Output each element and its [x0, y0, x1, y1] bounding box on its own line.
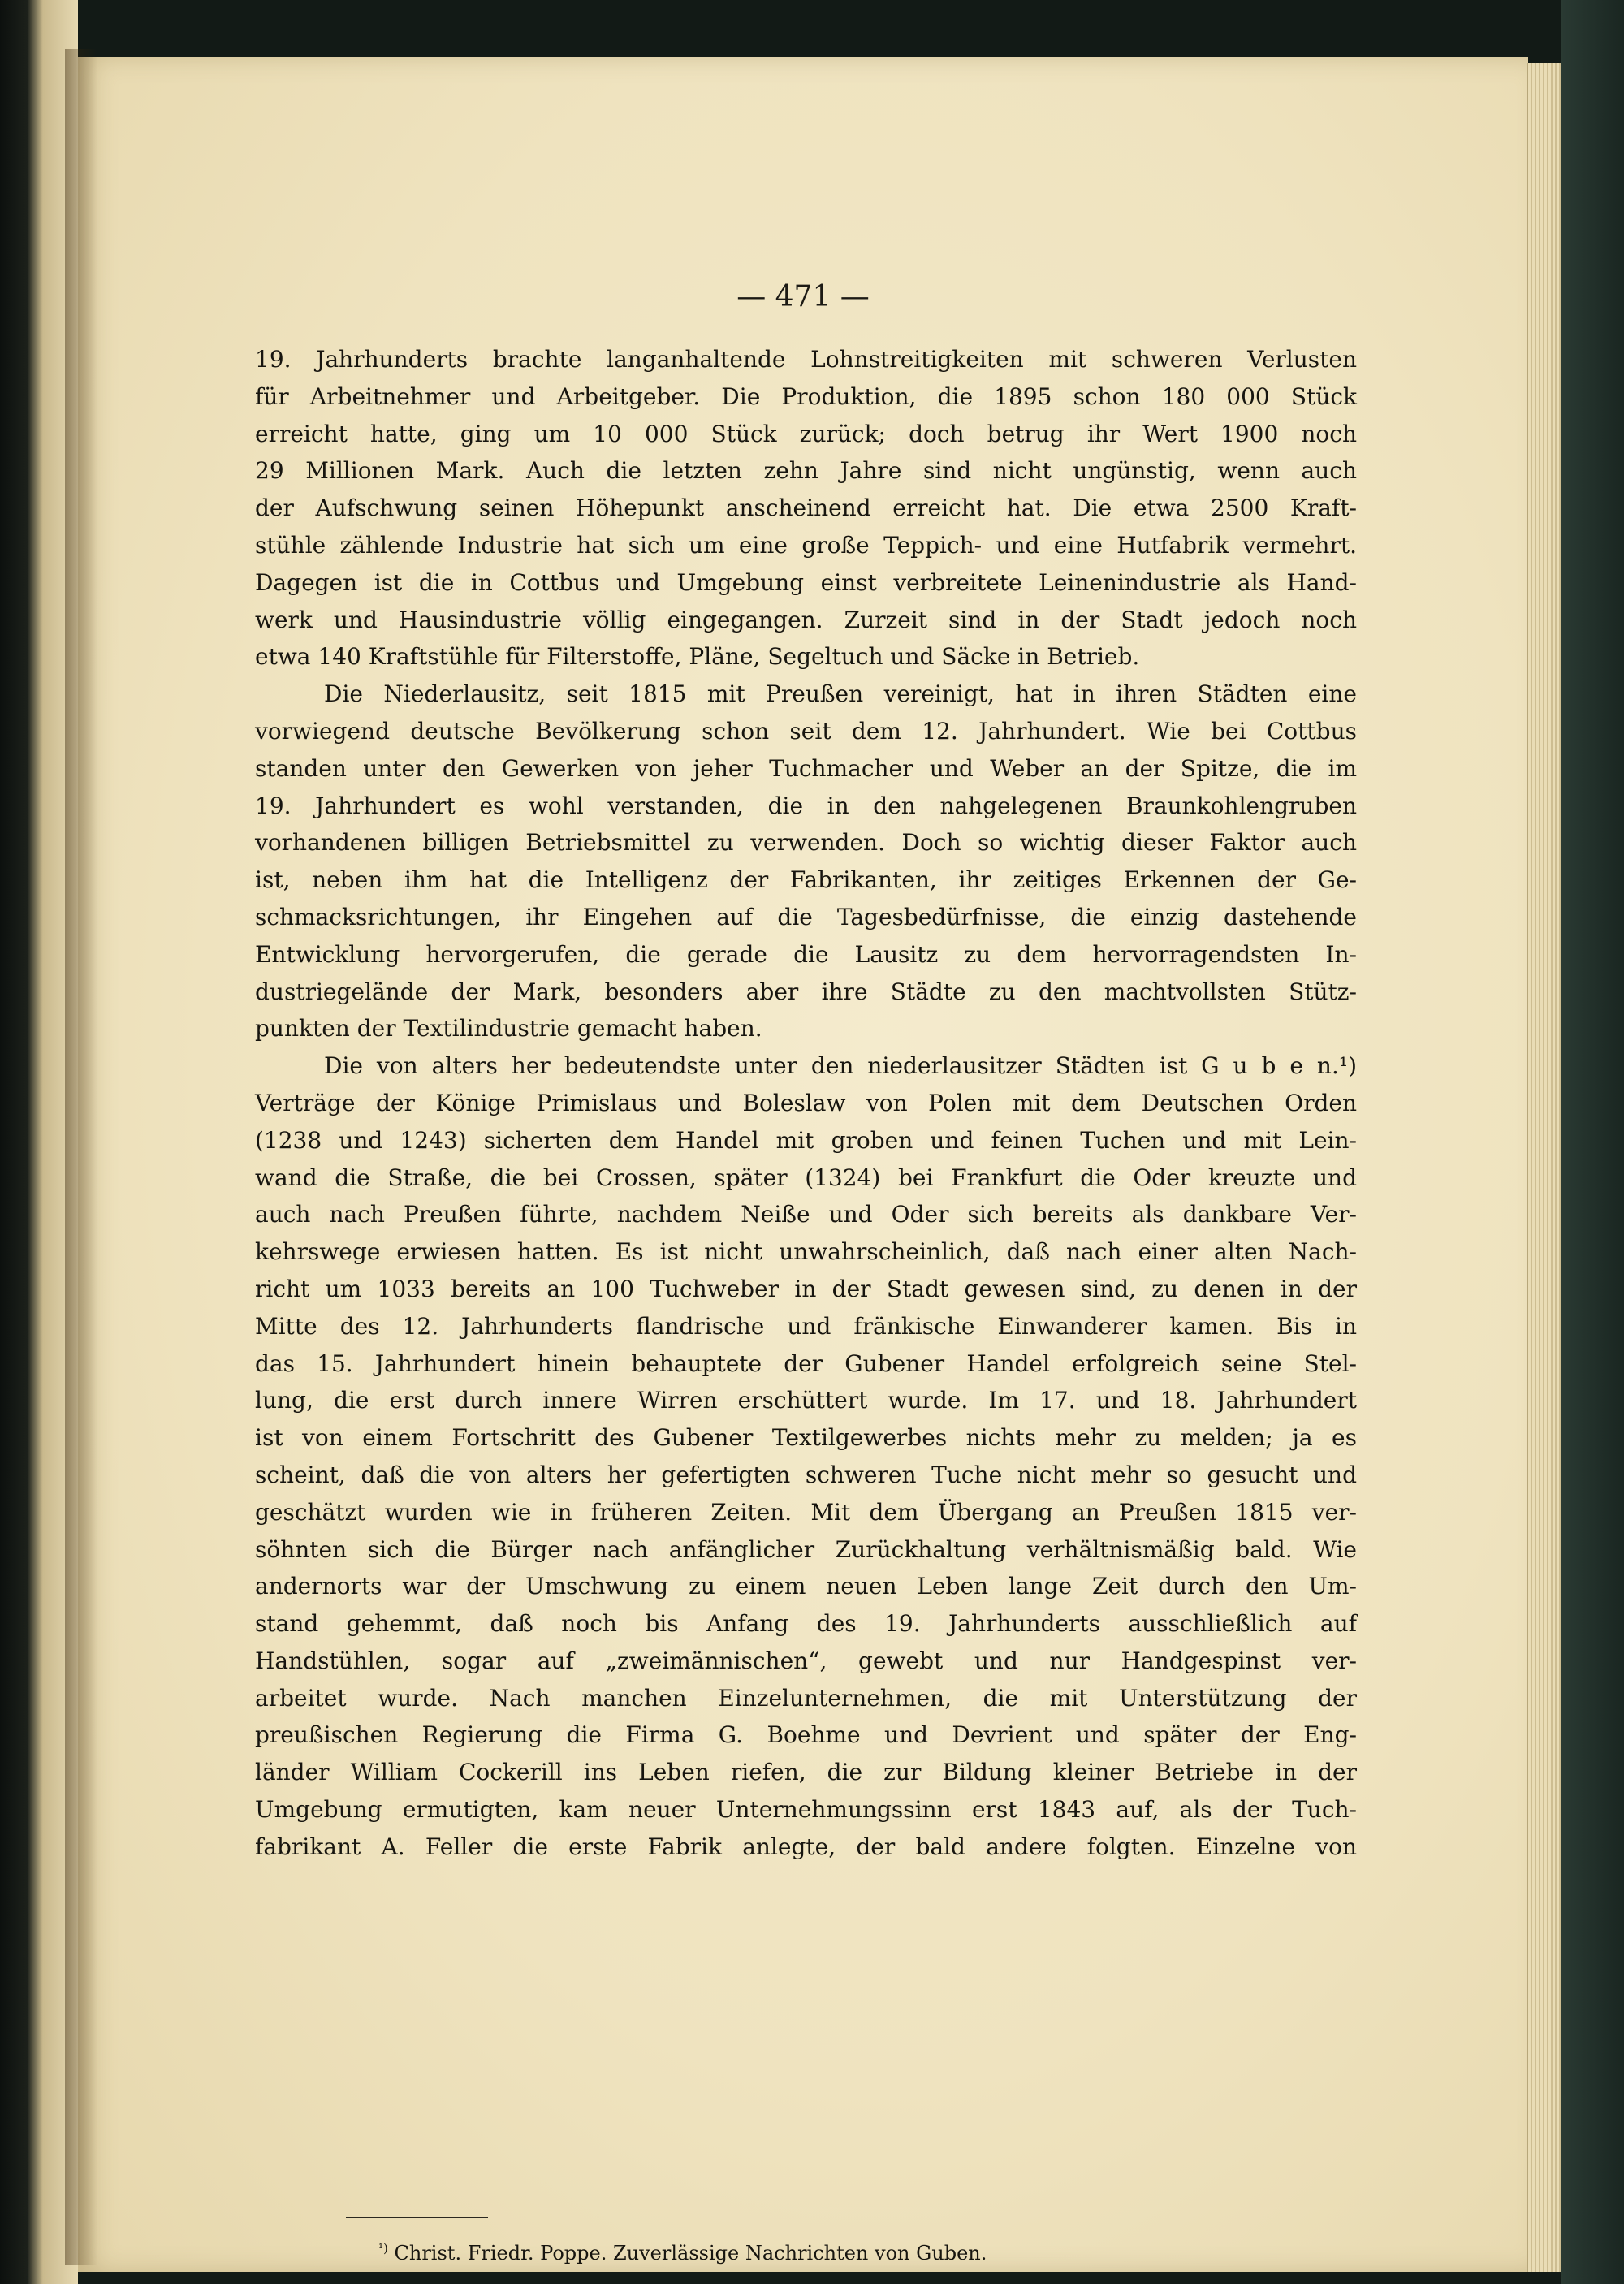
text-line: söhnten sich die Bürger nach anfänglicher Zurückhaltung verhältnismäßig bald. Wie [255, 1535, 1357, 1563]
text-line: andernorts war der Umschwung zu einem neuen Leben lange Zeit durch den Um- [255, 1573, 1357, 1600]
book-page [78, 57, 1528, 2272]
footnote-marker: ¹) [378, 2241, 388, 2256]
text-line: arbeitet wurde. Nach manchen Einzelunternehmen, die mit Unterstützung der [255, 1684, 1357, 1712]
text-line: schmacksrichtungen, ihr Eingehen auf die Tagesbedürfnisse, die einzig dastehende [255, 903, 1357, 930]
text-line: vorhandenen billigen Betriebsmittel zu verwenden. Doch so wichtig dieser Faktor auch [255, 829, 1357, 857]
text-line: stühle zählende Industrie hat sich um eine große Teppich- und eine Hutfabrik vermehrt. [255, 531, 1357, 559]
book-cover-edge [1561, 0, 1624, 2284]
text-line: stand gehemmt, daß noch bis Anfang des 19. Jahrhunderts ausschließlich auf [255, 1610, 1357, 1638]
text-line: richt um 1033 bereits an 100 Tuchweber in der Stadt gewesen sind, zu denen in der [255, 1275, 1357, 1302]
text-line: scheint, daß die von alters her gefertigten schweren Tuche nicht mehr so gesucht und [255, 1461, 1357, 1488]
text-line: Die Niederlausitz, seit 1815 mit Preußen vereinigt, hat in ihren Städten eine [324, 680, 1357, 708]
text-line: länder William Cockerill ins Leben riefen, die zur Bildung kleiner Betriebe in der [255, 1759, 1357, 1786]
text-line: lung, die erst durch innere Wirren erschüttert wurde. Im 17. und 18. Jahrhundert [255, 1387, 1357, 1414]
text-line: punkten der Textilindustrie gemacht haben. [255, 1015, 762, 1043]
text-line: preußischen Regierung die Firma G. Boehme und Devrient und später der Eng- [255, 1721, 1357, 1749]
text-line: (1238 und 1243) sicherten dem Handel mit groben und feinen Tuchen und mit Lein- [255, 1126, 1357, 1154]
text-line: werk und Hausindustrie völlig eingegangen. Zurzeit sind in der Stadt jedoch noch [255, 606, 1357, 633]
text-line: das 15. Jahrhundert hinein behauptete der Gubener Handel erfolgreich seine Stel- [255, 1349, 1357, 1377]
text-line: wand die Straße, die bei Crossen, später (1324) bei Frankfurt die Oder kreuzte und [255, 1164, 1357, 1191]
text-line: der Aufschwung seinen Höhepunkt anscheinend erreicht hat. Die etwa 2500 Kraft- [255, 494, 1357, 522]
text-line: fabrikant A. Feller die erste Fabrik anlegte, der bald andere folgten. Einzelne von [255, 1833, 1357, 1860]
text-line: Mitte des 12. Jahrhunderts flandrische und fränkische Einwanderer kamen. Bis in [255, 1312, 1357, 1340]
text-line: 19. Jahrhundert es wohl verstanden, die in den nahgelegenen Braunkohlengruben [255, 792, 1357, 819]
text-line: auch nach Preußen führte, nachdem Neiße und Oder sich bereits als dankbare Ver- [255, 1201, 1357, 1228]
footnote-rule [346, 2217, 488, 2218]
gutter-shadow [65, 49, 97, 2265]
text-line: 19. Jahrhunderts brachte langanhaltende Lohnstreitigkeiten mit schweren Verlusten [255, 346, 1357, 373]
text-line: ist von einem Fortschritt des Gubener Textilgewerbes nichts mehr zu melden; ja es [255, 1424, 1357, 1452]
text-line: Die von alters her bedeutendste unter den niederlausitzer Städten ist G u b e n.¹) [324, 1052, 1357, 1080]
text-line: kehrswege erwiesen hatten. Es ist nicht unwahrscheinlich, daß nach einer alten Nach- [255, 1238, 1357, 1266]
text-line: Umgebung ermutigten, kam neuer Unternehmungssinn erst 1843 auf, als der Tuch- [255, 1796, 1357, 1824]
text-line: etwa 140 Kraftstühle für Filterstoffe, Pläne, Segeltuch und Säcke in Betrieb. [255, 643, 1140, 671]
text-line: geschätzt wurden wie in früheren Zeiten. Mit dem Übergang an Preußen 1815 ver- [255, 1498, 1357, 1526]
text-line: standen unter den Gewerken von jeher Tuchmacher und Weber an der Spitze, die im [255, 754, 1357, 782]
body-text [255, 341, 1357, 1866]
page-number: — 471 — [736, 280, 870, 313]
text-line: für Arbeitnehmer und Arbeitgeber. Die Produktion, die 1895 schon 180 000 Stück [255, 382, 1357, 410]
page-stack-edge [1527, 63, 1562, 2272]
text-line: Verträge der Könige Primislaus und Boleslaw von Polen mit dem Deutschen Orden [255, 1089, 1357, 1116]
text-line: Entwicklung hervorgerufen, die gerade die Lausitz zu dem hervorragendsten In- [255, 940, 1357, 968]
text-line: erreicht hatte, ging um 10 000 Stück zurück; doch betrug ihr Wert 1900 noch [255, 420, 1357, 447]
text-line: ist, neben ihm hat die Intelligenz der Fabrikanten, ihr zeitiges Erkennen der Ge- [255, 866, 1357, 894]
footnote [378, 2241, 987, 2265]
text-line: Handstühlen, sogar auf „zweimännischen“, gewebt und nur Handgespinst ver- [255, 1647, 1357, 1674]
text-line: dustriegelände der Mark, besonders aber ihre Städte zu den machtvollsten Stütz- [255, 978, 1357, 1005]
footnote-text: Christ. Friedr. Poppe. Zuverlässige Nachrichten von Guben. [394, 2242, 987, 2265]
text-line: vorwiegend deutsche Bevölkerung schon seit dem 12. Jahrhundert. Wie bei Cottbus [255, 717, 1357, 745]
text-line: 29 Millionen Mark. Auch die letzten zehn Jahre sind nicht ungünstig, wenn auch [255, 457, 1357, 485]
text-line: Dagegen ist die in Cottbus und Umgebung einst verbreitete Leinenindustrie als Hand- [255, 568, 1357, 596]
